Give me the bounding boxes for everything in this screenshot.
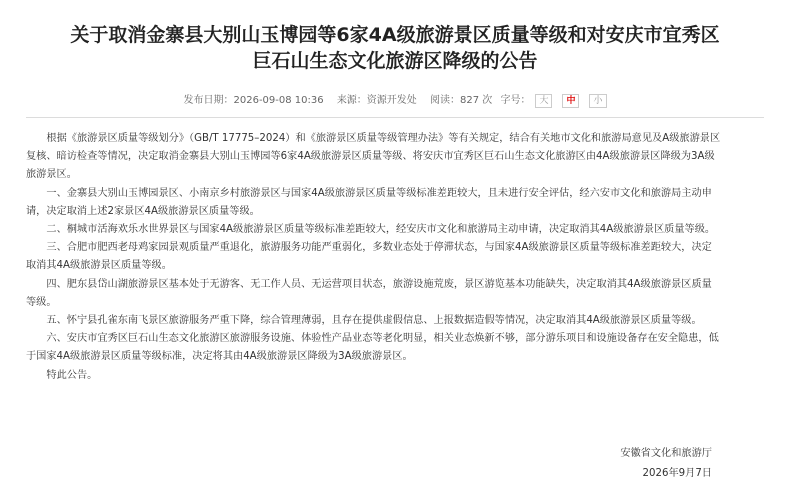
font-size-selector bbox=[500, 95, 611, 106]
article-title bbox=[0, 22, 790, 74]
article-title-line-2: 巨石山生态文化旅游区降级的公告 bbox=[252, 50, 538, 72]
paragraph-item-6: 六、安庆市宜秀区巨石山生态文化旅游区旅游服务设施、体验性产品业态等老化明显，相关业态焕新不够，部分游乐项目和设施设备存在安全隐患，低于国家4A级旅游景区质量等级标准，决定将其由4A级旅游景区降级为3A级旅游景区。 bbox=[26, 333, 719, 363]
signature-org: 安徽省文化和旅游厅 bbox=[620, 448, 712, 459]
view-count: 阅读：827 次 bbox=[430, 95, 493, 106]
article-body bbox=[26, 130, 721, 385]
font-size-medium-button[interactable]: 中 bbox=[562, 94, 579, 108]
font-size-label: 字号： bbox=[500, 95, 531, 106]
article-meta bbox=[0, 94, 790, 108]
paragraph-item-4: 四、肥东县岱山湖旅游景区基本处于无游客、无工作人员、无运营项目状态，旅游设施荒废，景区游览基本功能缺失，决定取消其4A级旅游景区质量等级。 bbox=[26, 278, 712, 308]
publish-date: 发布日期：2026-09-08 10:36 bbox=[183, 95, 324, 106]
paragraph-intro: 根据《旅游景区质量等级划分》（GB/T 17775–2024）和《旅游景区质量等级管理办法》等有关规定，结合有关地市文化和旅游局意见及A级旅游景区复核、暗访检查等情况，决定取消金寨县大别山玉博园等6家4A级旅游景区质量等级、将安庆市宜秀区巨石山生态文化旅游区由4A级旅游景区降级为3A级旅游景区。 bbox=[26, 133, 721, 181]
paragraph-item-1: 一、金寨县大别山玉博园景区、小南京乡村旅游景区与国家4A级旅游景区质量等级标准差距较大，且未进行安全评估，经六安市文化和旅游局主动申请，决定取消上述2家景区4A级旅游景区质量等级。 bbox=[26, 187, 712, 217]
paragraph-item-2: 二、桐城市活海欢乐水世界景区与国家4A级旅游景区质量等级标准差距较大，经安庆市文化和旅游局主动申请，决定取消其4A级旅游景区质量等级。 bbox=[46, 224, 716, 236]
signature-date: 2026年9月7日 bbox=[642, 468, 712, 479]
font-size-small-button[interactable]: 小 bbox=[589, 94, 606, 108]
font-size-large-button[interactable]: 大 bbox=[535, 94, 552, 108]
meta-divider bbox=[26, 117, 764, 118]
paragraph-closing: 特此公告。 bbox=[46, 369, 98, 381]
paragraph-item-3: 三、合肥市肥西老母鸡家园景观质量严重退化，旅游服务功能严重弱化，多数业态处于停滞状态，与国家4A级旅游景区质量等级标准差距较大，决定取消其4A级旅游景区质量等级。 bbox=[26, 242, 712, 272]
article-title-line-1: 关于取消金寨县大别山玉博园等6家4A级旅游景区质量等级和对安庆市宜秀区 bbox=[70, 24, 720, 46]
article-source: 来源：资源开发处 bbox=[336, 95, 417, 106]
paragraph-item-5: 五、怀宁县孔雀东南飞景区旅游服务严重下降，综合管理薄弱，且存在提供虚假信息、上报数据造假等情况，决定取消其4A级旅游景区质量等级。 bbox=[46, 315, 702, 327]
